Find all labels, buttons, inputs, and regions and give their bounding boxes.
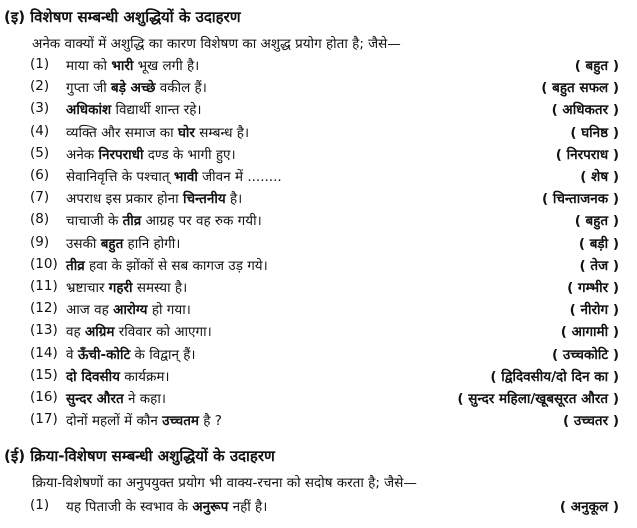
correct-answer: ( चिन्ताजनक ) [541, 191, 619, 208]
example-row [0, 56, 637, 77]
heading-adverb-errors: (ई) क्रिया-विशेषण सम्बन्धी अशुद्धियों के उदाहरण [4, 447, 275, 465]
example-row [0, 411, 637, 432]
sentence-text: समस्या है। [132, 280, 188, 296]
heading-adjective-errors: (इ) विशेषण सम्बन्धी अशुद्धियों के उदाहरण [4, 8, 241, 26]
incorrect-word: अनुरूप [192, 499, 229, 515]
example-sentence [66, 411, 222, 429]
sentence-text: आज वह [66, 302, 114, 319]
correct-answer: ( बड़ी ) [578, 235, 619, 252]
correct-answer: ( बहुत ) [574, 213, 619, 230]
example-row [0, 167, 637, 188]
example-row [0, 100, 637, 121]
incorrect-word: सुन्दर औरत [66, 391, 124, 407]
incorrect-word: बड़े अच्छे [111, 80, 156, 97]
sentence-text: नहीं है। [228, 499, 268, 515]
sentence-text: यह पिताजी के स्वभाव के [66, 499, 193, 515]
correct-answer: ( घनिष्ठ ) [570, 124, 619, 141]
incorrect-word: निरपराधी [98, 146, 144, 163]
example-row [0, 145, 637, 166]
example-sentence [66, 389, 166, 407]
item-number: (12) [30, 300, 58, 317]
sentence-text: चाचाजी के [66, 213, 123, 230]
incorrect-word: भारी [111, 58, 134, 74]
example-sentence [66, 56, 199, 74]
example-sentence [66, 345, 196, 363]
item-number: (6) [30, 167, 50, 183]
sentence-text: के विद्वान् हैं। [130, 346, 196, 363]
sentence-text: वह [66, 324, 85, 341]
example-row [0, 300, 637, 321]
sentence-text: गुप्ता जी [66, 80, 112, 97]
example-row [0, 345, 637, 366]
correct-answer: ( बहुत ) [574, 58, 619, 74]
incorrect-word: आरोग्य [113, 302, 148, 319]
sentence-text: भूख लगी है। [133, 58, 200, 74]
example-row [0, 256, 637, 277]
correct-answer: ( अनुकूल ) [559, 499, 619, 515]
example-row [0, 389, 637, 410]
incorrect-word: घोर [177, 124, 195, 141]
example-sentence [66, 189, 242, 207]
example-sentence [66, 256, 268, 274]
sentence-text: हवा के झोंकों से सब कागज उड़ गये। [84, 257, 268, 274]
correct-answer: ( निरपराध ) [555, 146, 619, 163]
example-row [0, 234, 637, 255]
item-number: (2) [30, 78, 50, 95]
item-number: (1) [30, 56, 50, 72]
item-number: (9) [30, 233, 50, 250]
correct-answer: ( आगामी ) [560, 324, 619, 341]
example-sentence [66, 234, 180, 252]
sentence-text: कार्यक्रम। [120, 368, 170, 385]
sentence-text: हो गया। [147, 302, 191, 319]
example-sentence [66, 300, 191, 318]
incorrect-word: बहुत [100, 235, 124, 252]
example-row [0, 497, 637, 518]
sentence-text: है। [225, 191, 243, 208]
sentence-text: उसकी [66, 235, 101, 252]
example-row [0, 322, 637, 343]
example-row [0, 123, 637, 144]
sentence-text: माया को [66, 58, 112, 74]
item-number: (15) [30, 366, 58, 383]
sentence-text: आग्रह पर वह रुक गयी। [141, 213, 262, 230]
correct-answer: ( शेष ) [580, 169, 619, 185]
sentence-text: वकील हैं। [155, 80, 207, 97]
correct-answer: ( सुन्दर महिला/खूबसूरत औरत ) [457, 391, 619, 407]
example-row [0, 367, 637, 388]
example-sentence [66, 278, 187, 296]
item-number: (7) [30, 189, 50, 206]
sentence-text: अनेक [66, 146, 99, 163]
example-row [0, 189, 637, 210]
correct-answer: ( नीरोग ) [569, 302, 619, 319]
sentence-text: दण्ड के भागी हुए। [143, 146, 236, 163]
sentence-text: विद्यार्थी शान्त रहे। [111, 102, 202, 119]
example-row [0, 211, 637, 232]
item-number: (4) [30, 122, 50, 139]
item-number: (17) [30, 411, 58, 428]
example-sentence [66, 211, 262, 229]
sentence-text: व्यक्ति और समाज का [66, 124, 178, 141]
example-sentence [66, 145, 236, 163]
correct-answer: ( उच्चकोटि ) [552, 346, 619, 363]
item-number: (14) [30, 344, 58, 361]
incorrect-word: चिन्तनीय [182, 191, 226, 208]
correct-answer: ( बहुत सफल ) [541, 80, 619, 97]
example-row [0, 78, 637, 99]
example-sentence [66, 167, 282, 185]
example-sentence [66, 123, 249, 141]
correct-answer: ( तेज ) [579, 257, 619, 274]
intro-adverb-errors: क्रिया-विशेषणों का अनुपयुक्त प्रयोग भी वाक्य-रचना को सदोष करता है; जैसे— [32, 475, 417, 491]
example-sentence [66, 367, 170, 385]
correct-answer: ( द्विदिवसीय/दो दिन का ) [490, 368, 619, 385]
sentence-text: भ्रष्टाचार [66, 280, 109, 296]
sentence-text: सेवानिवृत्ति के पश्चात् [66, 169, 174, 185]
example-row [0, 278, 637, 299]
item-number: (11) [30, 278, 58, 294]
correct-answer: ( अधिकतर ) [551, 102, 619, 119]
incorrect-word: दो दिवसीय [66, 368, 120, 385]
item-number: (10) [30, 255, 58, 272]
item-number: (5) [30, 144, 50, 161]
sentence-text: हानि होगी। [123, 235, 181, 252]
sentence-text: सम्बन्ध है। [194, 124, 250, 141]
example-sentence [66, 100, 202, 118]
item-number: (8) [30, 211, 50, 228]
sentence-text: रविवार को आएगा। [114, 324, 212, 341]
correct-answer: ( गम्भीर ) [567, 280, 619, 296]
sentence-text: वे [66, 346, 78, 363]
incorrect-word: तीव्र [122, 213, 142, 230]
correct-answer: ( उच्चतर ) [562, 413, 619, 430]
incorrect-word: तीव्र [66, 257, 85, 274]
item-number: (1) [30, 497, 50, 513]
incorrect-word: ऊँची-कोटि [77, 346, 131, 363]
item-number: (3) [30, 100, 50, 117]
incorrect-word: अधिकांश [66, 102, 112, 119]
sentence-text: दोनों महलों में कौन [66, 413, 163, 430]
item-number: (13) [30, 322, 58, 339]
incorrect-word: भावी [173, 169, 198, 185]
incorrect-word: गहरी [108, 280, 133, 296]
incorrect-word: अग्रिम [84, 324, 115, 341]
item-number: (16) [30, 389, 58, 405]
sentence-text: ने कहा। [123, 391, 166, 407]
example-sentence [66, 322, 212, 340]
example-sentence [66, 78, 207, 96]
example-sentence [66, 497, 267, 515]
sentence-text: है ? [198, 413, 222, 430]
sentence-text: जीवन में ........ [197, 169, 282, 185]
sentence-text: अपराध इस प्रकार होना [66, 191, 183, 208]
incorrect-word: उच्चतम [162, 413, 199, 430]
intro-adjective-errors: अनेक वाक्यों में अशुद्धि का कारण विशेषण का अशुद्ध प्रयोग होता है; जैसे— [32, 36, 401, 52]
